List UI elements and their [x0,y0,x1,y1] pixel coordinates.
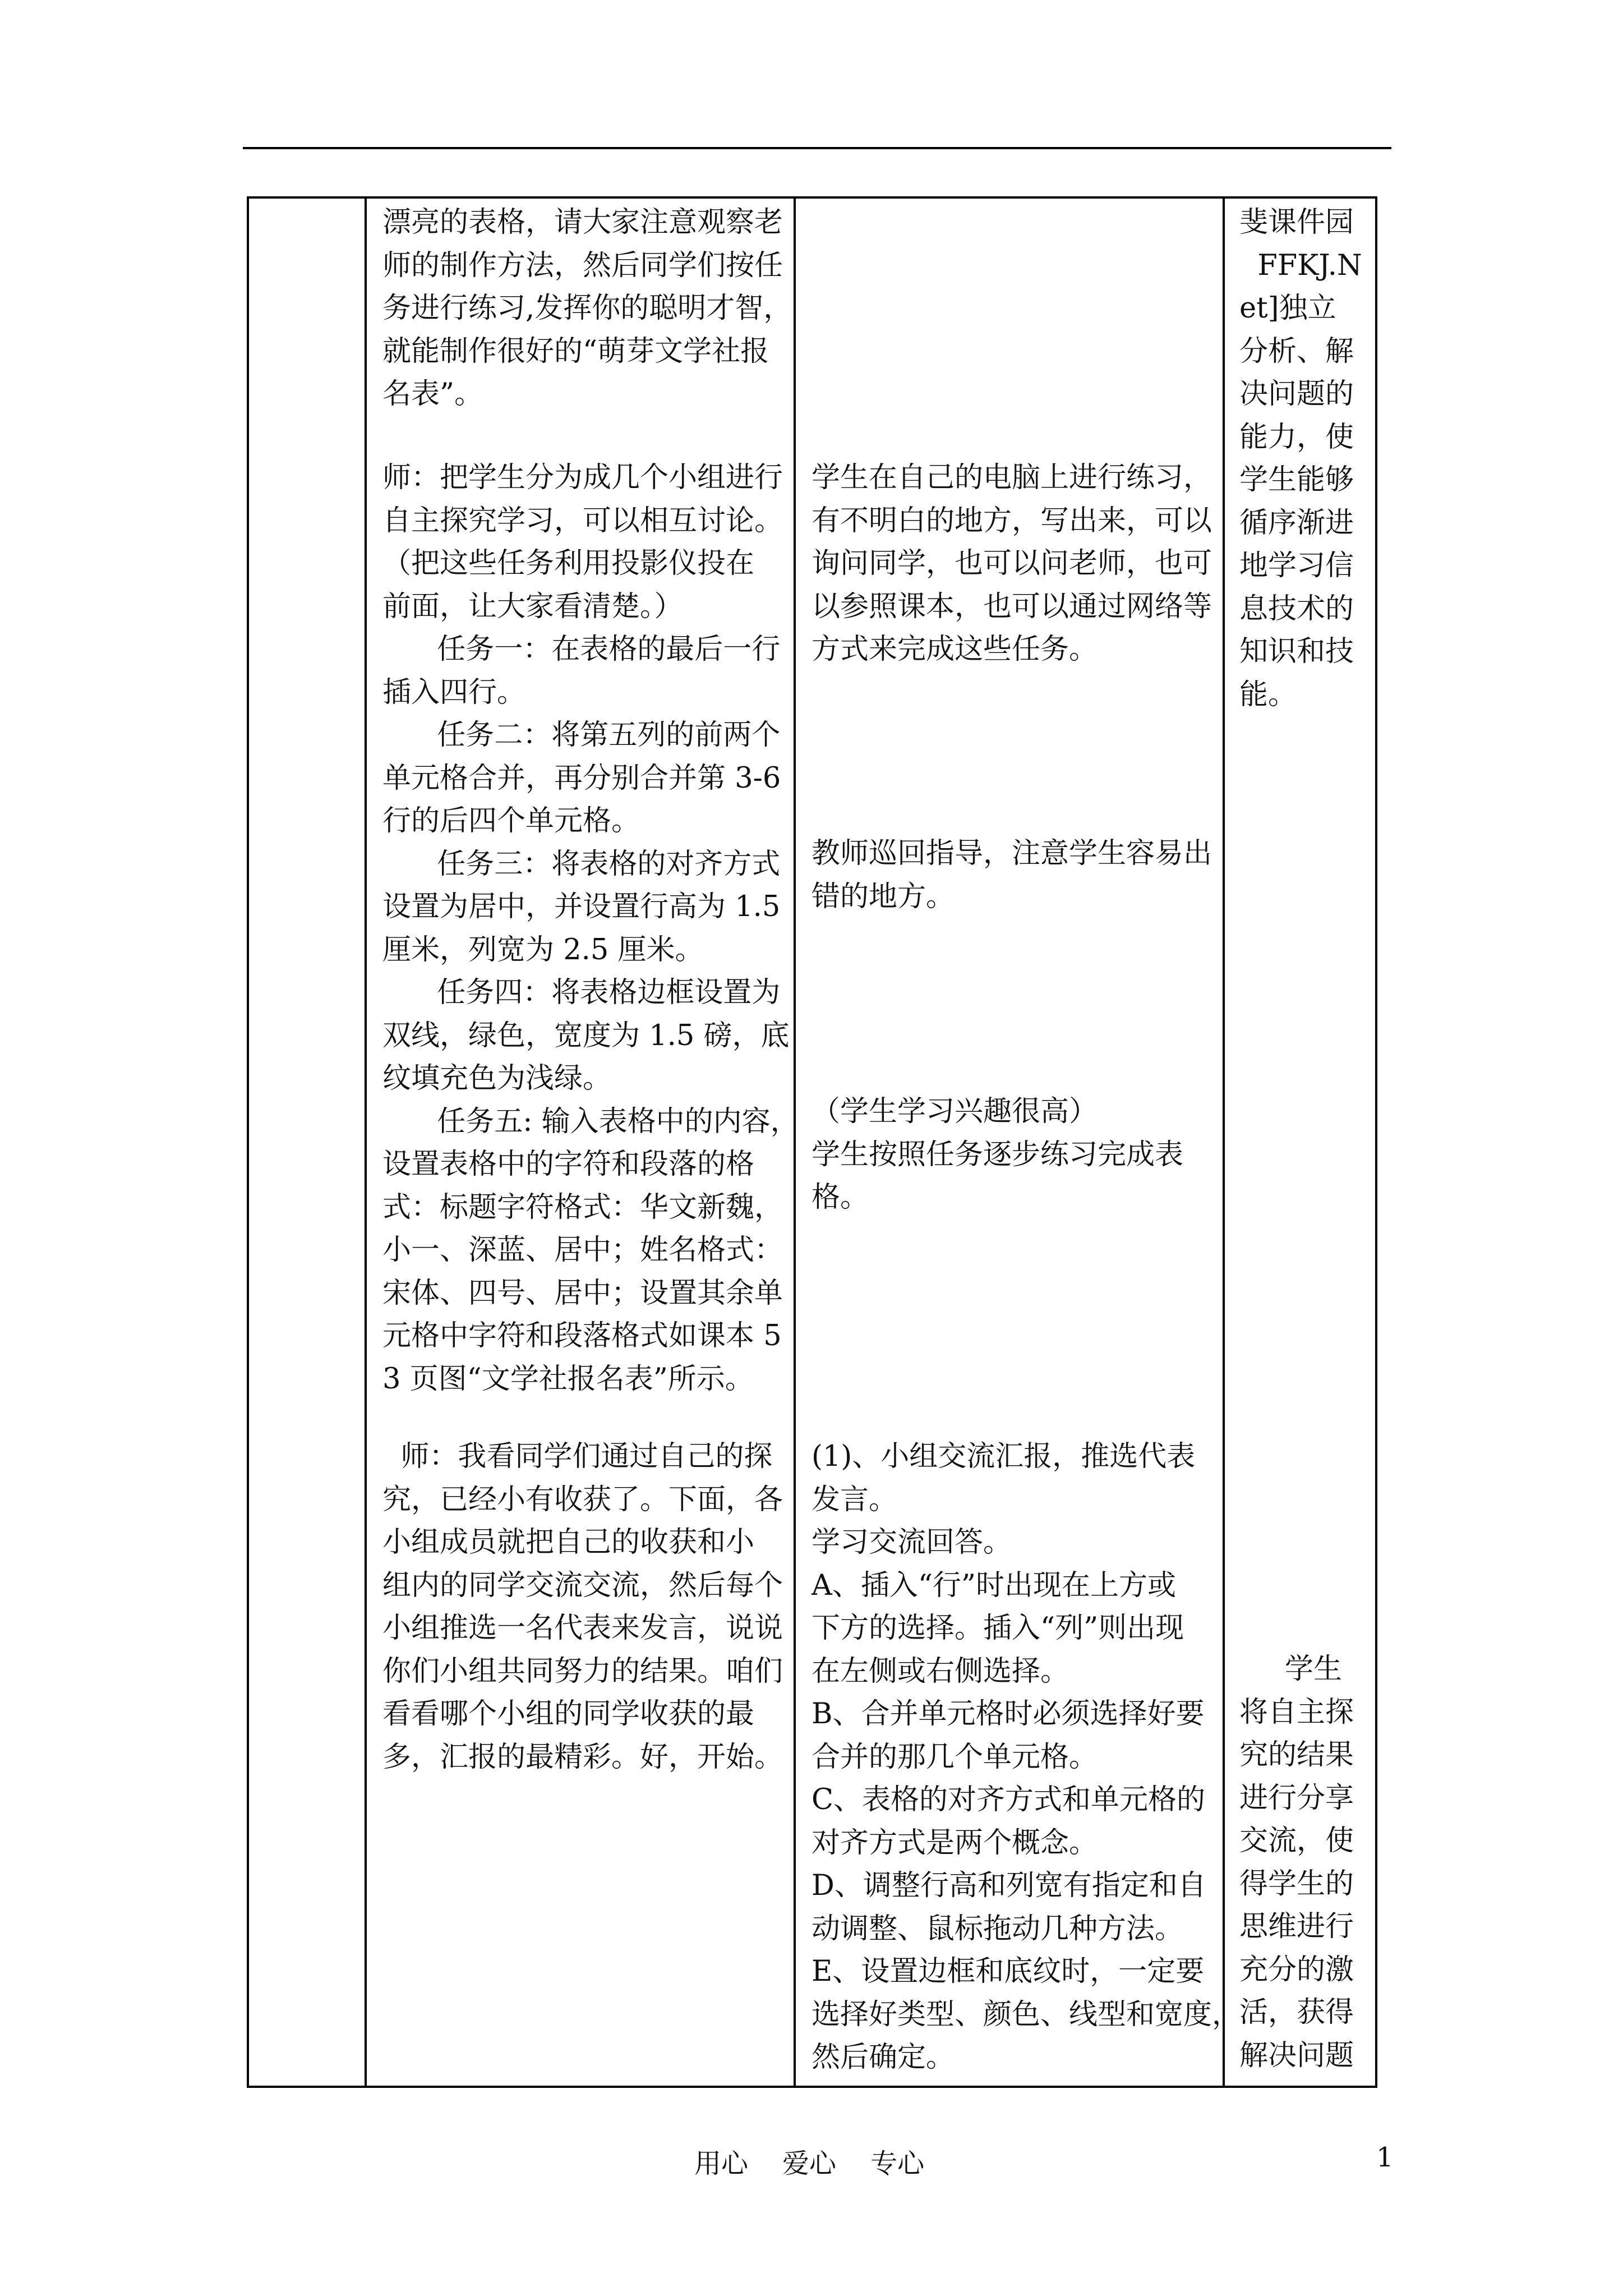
student-interest-text: （学生学习兴趣很高） 学生按照任务逐步练习完成表 格。 [811,1095,1184,1214]
design-intent-cell [1224,197,1376,2087]
teacher-tasks-text: 师：把学生分为成几个小组进行 自主探究学习，可以相互讨论。 （把这些任务利用投影仪投在 前面，让大家看清楚。） 任务一：在表格的最后一行 插入四行。 任务二：将第五列的前两个 单元格合并，再分别合并第 3-6 行的后四个单元格。 任务三：将表格的对齐方式 设置为居中，并设置行高为 1.5 厘米，列宽为 2.5 厘米。 任务四：将表格边框设置为 双线，绿色，宽度为 1.5 磅，底 纹填充色为浅绿。 任务五: 输入表格中的内容， 设置表格中的字符和段落的格 式：标题字符格式：华文新魏， 小一、深蓝、居中；姓名格式： 宋体、四号、居中；设置其余单 元格中字符和段落格式如课本 5 3 页图“文学社报名表”所示。 [382,461,799,1396]
page-number: 1 [1376,2142,1394,2173]
student-activity-cell [795,197,1241,2087]
teaching-step-cell [248,197,366,2087]
teacher-guidance-text: 教师巡回指导，注意学生容易出 错的地方。 [811,837,1212,913]
lesson-plan-table [247,196,1377,2088]
student-practice-text: 学生在自己的电脑上进行练习， 有不明白的地方，写出来，可以 询问同学，也可以问老师，也可 以参照课本，也可以通过网络等 方式来完成这些任务。 [811,461,1212,666]
teacher-activity-cell [366,197,799,2087]
teacher-discussion-text: 师：我看同学们通过自己的探 究，已经小有收获了。下面，各 小组成员就把自己的收获和小 组内的同学交流交流，然后每个 小组推选一名代表来发言，说说 你们小组共同努力的结果。咱们 看看哪个小组的同学收获的最 多，汇报的最精彩。好，开始。 [382,1440,783,1774]
footer-motto: 用心 爱心 专心 [694,2148,925,2179]
teacher-intro-text: 漂亮的表格，请大家注意观察老 师的制作方法，然后同学们按任 务进行练习,发挥你的聪明才智， 就能制作很好的“萌芽文学社报 名表”。 [382,206,792,411]
group-report-text: (1)、小组交流汇报，推选代表 发言。 学习交流回答。 A、插入“行”时出现在上方或 下方的选择。插入“列”则出现 在左侧或右侧选择。 B、合并单元格时必须选择好要 合并的那几个单元格。 C、表格的对齐方式和单元格的 对齐方式是两个概念。 D、调整行高和列宽有指定和自 动调整、鼠标拖动几种方法。 E、设置边框和底纹时，一定要 选择好类型、颜色、线型和宽度， 然后确定。 [811,1440,1241,2074]
design-intent-text-2: 学生 将自主探 究的结果 进行分享 交流，使 得学生的 思维进行 充分的激 活，获得 解决问题 [1239,1653,1354,2072]
header-rule [243,147,1391,149]
design-intent-text-1: 斐课件园 FFKJ.N et]独立 分析、解 决问题的 能力，使 学生能够 循序渐进 地学习信 息技术的 知识和技 能。 [1239,206,1362,711]
table-row [248,197,1376,2087]
